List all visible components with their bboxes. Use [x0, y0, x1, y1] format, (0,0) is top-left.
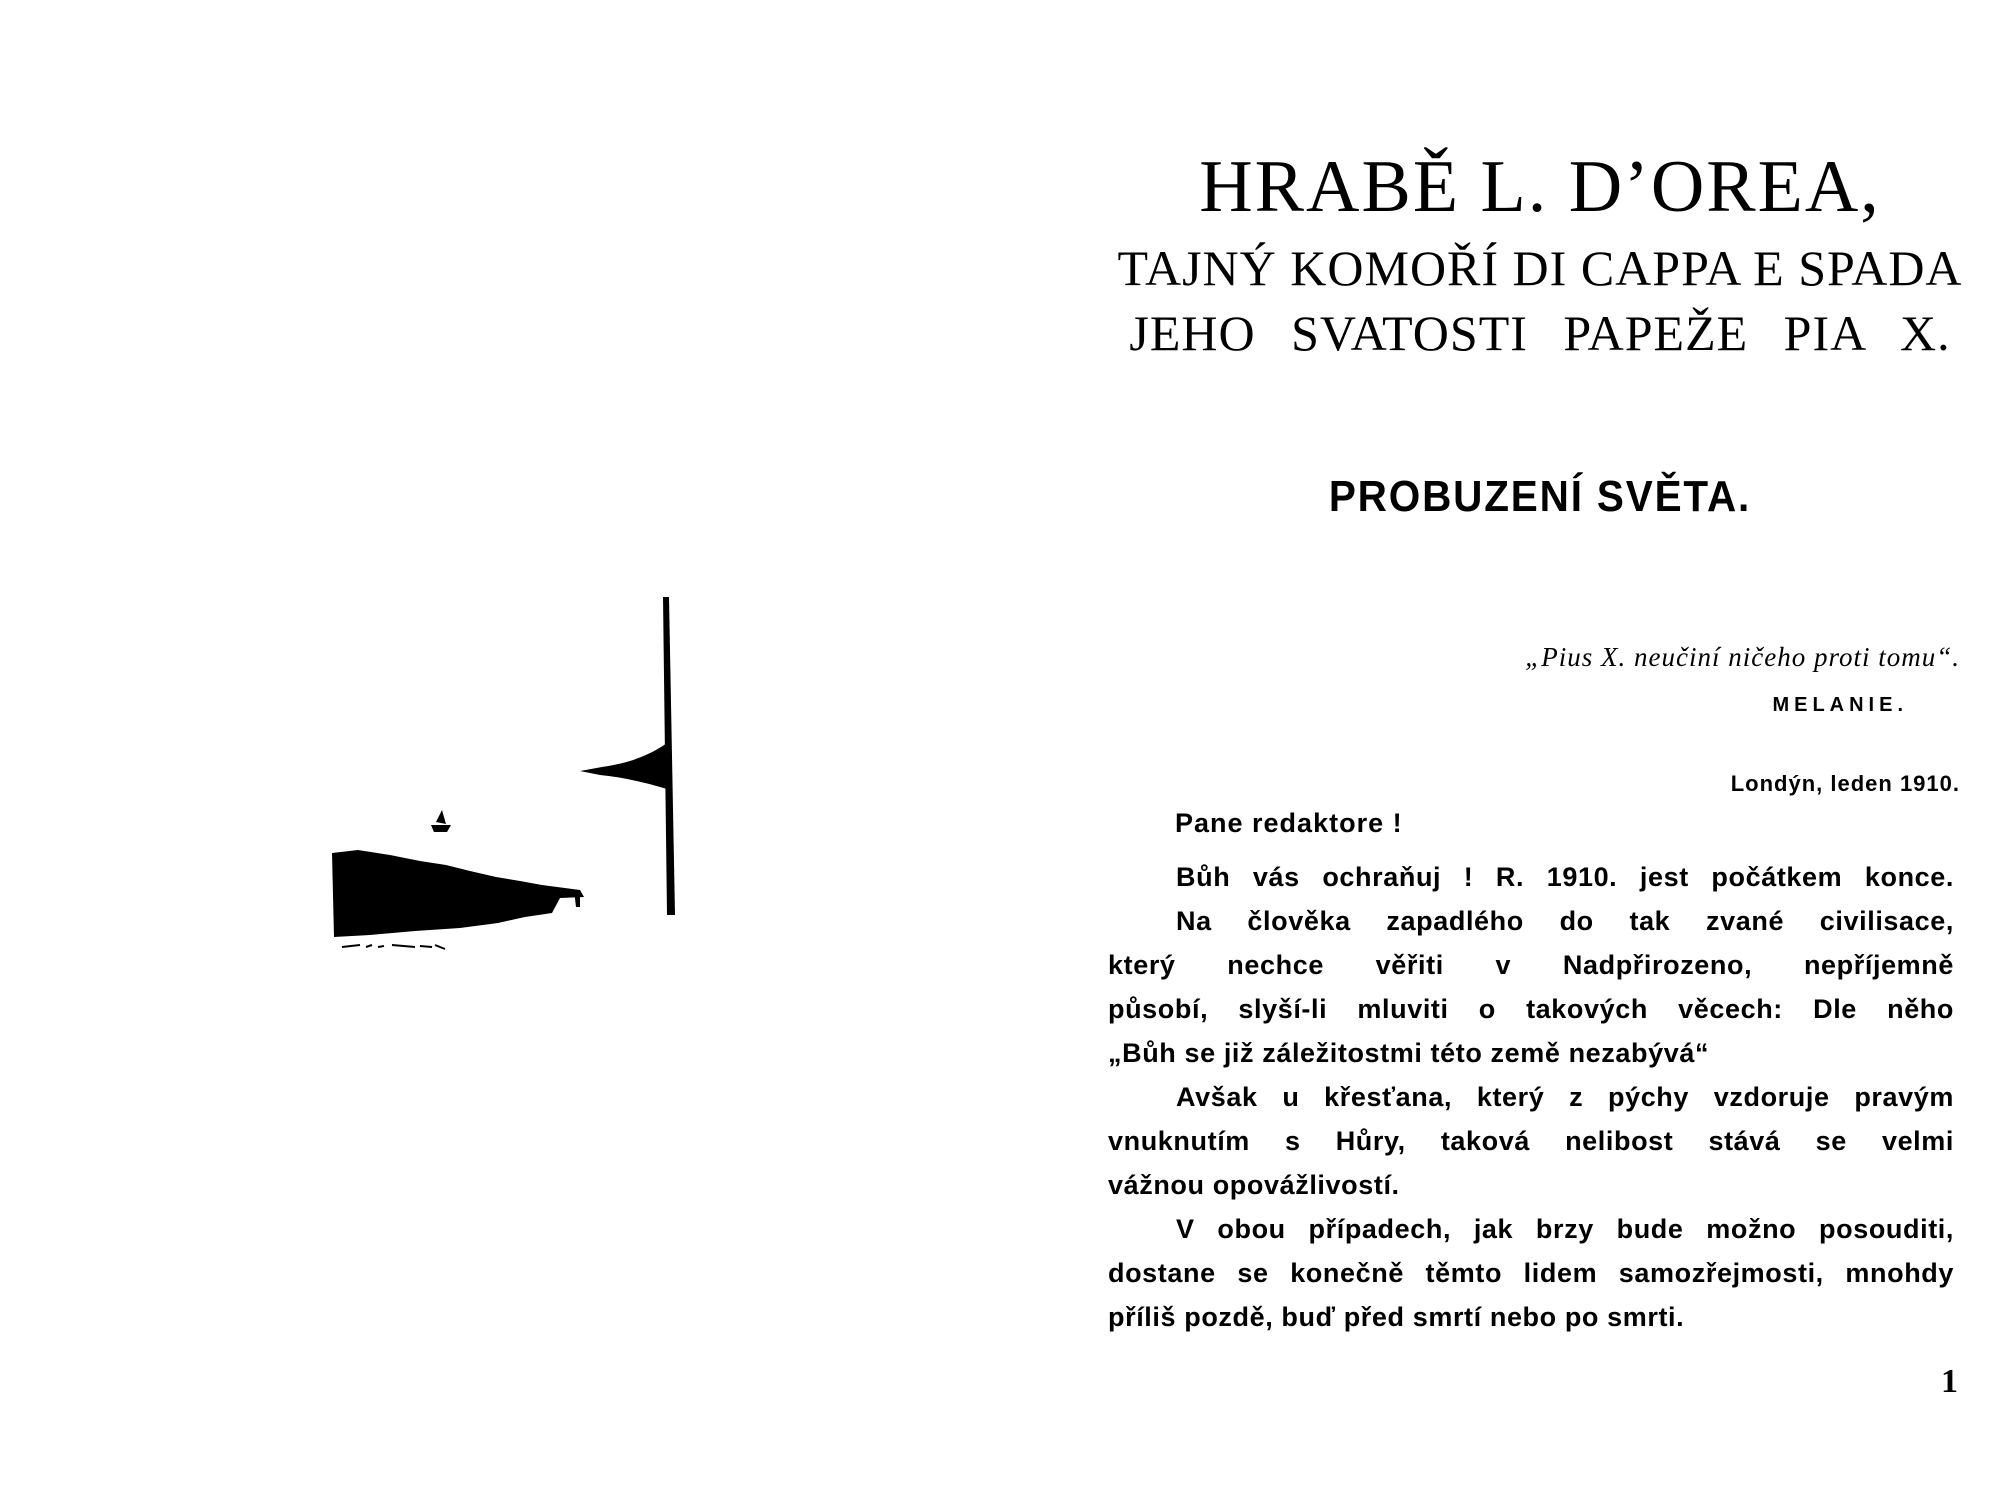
- author-title-line-1: TAJNÝ KOMOŘÍ DI CAPPA E SPADA: [1117, 240, 1963, 296]
- body-line: který nechce věřiti v Nadpřirozeno, nepříjemně: [1108, 950, 1954, 980]
- body-line: „Bůh se již záležitostmi této země nezabývá“: [1108, 1038, 1710, 1068]
- pennant-shape: [580, 743, 667, 789]
- body-line: Avšak u křesťana, který z pýchy vzdoruje pravým: [1176, 1082, 1954, 1112]
- body-line: Bůh vás ochraňuj ! R. 1910. jest počátkem konce.: [1176, 862, 1954, 892]
- author-name: HRABĚ L. D’OREA,: [1199, 146, 1881, 228]
- sketch-signature: [342, 945, 445, 949]
- author-title-line-2: JEHO SVATOSTI PAPEŽE PIA X.: [1129, 305, 1951, 361]
- landmass-detail: [574, 890, 580, 907]
- body-line: příliš pozdě, buď před smrtí nebo po smrti.: [1108, 1302, 1685, 1332]
- letter-body: [1108, 855, 1954, 1339]
- sailboat-shape: [431, 810, 451, 832]
- body-line: působí, slyší-li mluviti o takových věcech: Dle něho: [1108, 994, 1954, 1024]
- epigraph-quote: „Pius X. neučiní ničeho proti tomu“.: [1525, 642, 1960, 672]
- body-line: vážnou opovážlivostí.: [1108, 1170, 1400, 1200]
- place-date: Londýn, leden 1910.: [1730, 771, 1960, 796]
- body-line: vnuknutím s Hůry, taková nelibost stává se velmi: [1108, 1126, 1954, 1156]
- body-line: V obou případech, jak brzy bude možno posouditi,: [1176, 1214, 1954, 1244]
- ink-sketch-illustration: [320, 585, 700, 965]
- landmass-shape: [332, 850, 584, 937]
- body-line: dostane se konečně těmto lidem samozřejmosti, mnohdy: [1108, 1258, 1954, 1288]
- page-number: 1: [1941, 1363, 1958, 1400]
- epigraph-author: MELANIE.: [1772, 694, 1908, 716]
- body-line: Na člověka zapadlého do tak zvané civilisace,: [1176, 906, 1954, 936]
- letter-salutation: Pane redaktore !: [1175, 808, 1403, 838]
- work-title: PROBUZENÍ SVĚTA.: [1328, 472, 1752, 521]
